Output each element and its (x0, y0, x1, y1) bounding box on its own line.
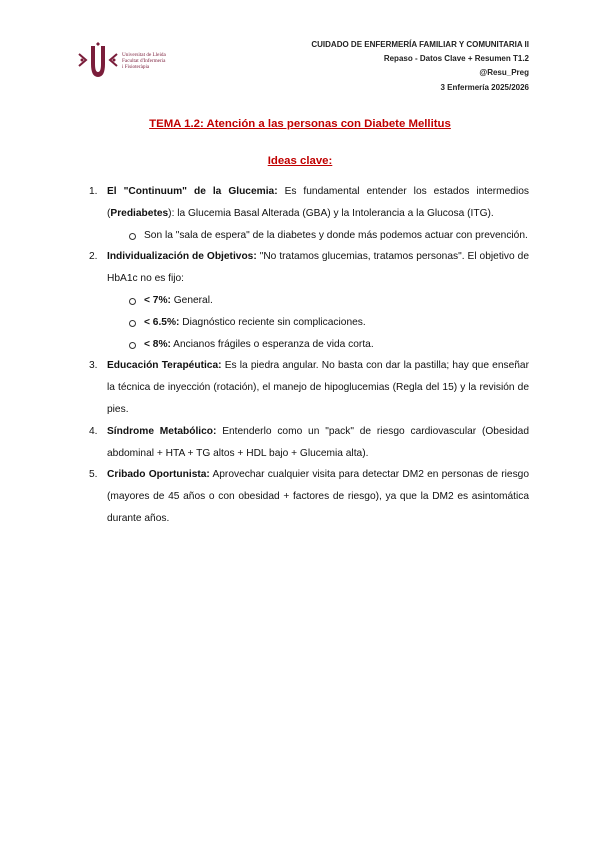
item-number: 1. (89, 186, 98, 197)
logo-line-3: i Fisioteràpia (122, 64, 150, 71)
item-text: ): la Glucemia Basal Alterada (GBA) y la Intolerancia a la Glucosa (ITG). (168, 207, 494, 219)
sub-item-text: Ancianos frágiles o esperanza de vida corta. (170, 338, 374, 350)
header-subtitle: Repaso - Datos Clave + Resumen T1.2 (383, 54, 529, 64)
item-text: Entenderlo como un "pack" de riesgo cardiovascular (Obesidad abdominal + HTA + TG altos + HDL bajo + Glucemia alta). (107, 425, 529, 459)
university-logo (76, 42, 186, 80)
item-heading: Cribado Oportunista: (107, 469, 210, 481)
sub-item-text: General. (170, 294, 213, 306)
item-heading: Síndrome Metabólico: (107, 425, 217, 437)
sub-list-item (89, 312, 529, 334)
sub-list-item (89, 225, 529, 247)
list-item (89, 355, 529, 420)
item-text: Es fundamental entender los estados intermedios ( (107, 186, 529, 219)
sub-item-heading: < 8%: (144, 338, 171, 350)
sub-item-heading: < 6.5%: (144, 316, 180, 328)
item-number: 2. (89, 251, 98, 263)
logo-text (122, 52, 166, 71)
item-text: Aprovechar cualquier visita para detectar DM2 en personas de riesgo (mayores de 45 años o con obesidad + factores de riesgo), ya que la DM2 es asintomática durante años. (107, 469, 530, 524)
topic-title: TEMA 1.2: Atención a las personas con Diabete Mellitus (149, 118, 451, 130)
key-ideas-list (89, 181, 529, 530)
course-title: CUIDADO DE ENFERMERÍA FAMILIAR Y COMUNITARIA II (311, 40, 529, 49)
circle-bullet-icon (129, 233, 136, 240)
logo-line-1: Universitat de Lleida (122, 52, 166, 58)
circle-bullet-icon (129, 298, 136, 305)
university-shield-icon (76, 42, 120, 80)
list-item (89, 181, 529, 225)
sub-item-text: Diagnóstico reciente sin complicaciones. (179, 316, 366, 328)
item-emphasis: Prediabetes (110, 207, 169, 219)
item-number: 5. (89, 469, 98, 481)
sub-list-item (89, 290, 529, 312)
item-heading: Individualización de Objetivos: (107, 251, 257, 263)
sub-list-item (89, 334, 529, 356)
sub-item-text: Son la "sala de espera" de la diabetes y donde más podemos actuar con prevención. (144, 229, 528, 241)
list-item (89, 421, 529, 465)
document-header (311, 38, 529, 95)
sub-item-heading: < 7%: (144, 294, 171, 306)
logo-line-2: Facultat d'Infermeria (122, 58, 166, 65)
ideas-heading: Ideas clave: (267, 155, 333, 167)
list-item (89, 246, 529, 290)
item-heading: Educación Terapéutica: (107, 360, 222, 372)
academic-year: 3 Enfermería 2025/2026 (440, 82, 529, 92)
list-item (89, 464, 529, 529)
author-handle: @Resu_Preg (479, 68, 529, 78)
circle-bullet-icon (129, 320, 136, 327)
item-number: 3. (89, 360, 98, 372)
item-heading: El "Continuum" de la Glucemia: (107, 186, 278, 197)
item-text: "No tratamos glucemias, tratamos personas". El objetivo de HbA1c no es fijo: (107, 251, 529, 285)
item-text: Es la piedra angular. No basta con dar la pastilla; hay que enseñar la técnica de inyección (rotación), el manejo de hipoglucemias (Regla del 15) y la revisión de pies. (107, 360, 529, 415)
circle-bullet-icon (129, 342, 136, 349)
item-number: 4. (89, 425, 98, 437)
